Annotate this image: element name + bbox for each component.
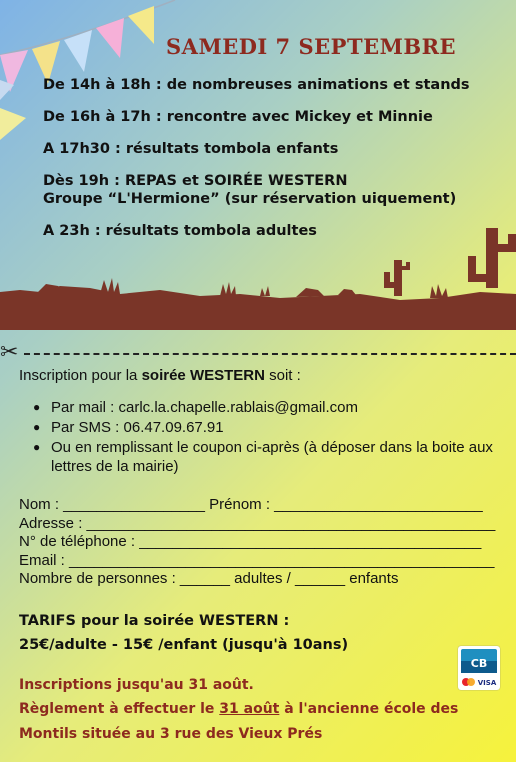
coupon-fields — [19, 496, 509, 589]
method-coupon: ● Ou en remplissant le coupon ci-après (à déposer dans la boite aux lettres de la mairie) — [37, 438, 509, 476]
deadline-line2: Règlement à effectuer le 31 août à l'ancienne école des — [19, 701, 459, 717]
deadline-line1: Inscriptions jusqu'au 31 août. — [19, 676, 254, 693]
inscription-intro: Inscription pour la soirée WESTERN soit : — [19, 367, 301, 384]
schedule-item: A 17h30 : résultats tombola enfants — [43, 141, 339, 157]
schedule-item: A 23h : résultats tombola adultes — [43, 223, 317, 239]
scissors-icon: ✂ — [0, 340, 19, 365]
cb-card-icon — [458, 646, 500, 690]
visa-logo-text: VISA — [477, 679, 497, 687]
people-count-field: Nombre de personnes : ______ adultes / ______ enfants — [19, 570, 399, 587]
desert-cactus-silhouette — [0, 226, 516, 336]
cb-logo-text: CB — [470, 657, 488, 670]
tarifs-prices: 25€/adulte - 15€ /enfant (jusqu'à 10ans) — [19, 636, 349, 653]
phone-field: N° de téléphone : _________________________________________ — [19, 533, 482, 550]
page-title: SAMEDI 7 SEPTEMBRE — [166, 34, 457, 59]
method-sms: ● Par SMS : 06.47.09.67.91 — [37, 418, 509, 437]
schedule-item: Dès 19h : REPAS et SOIRÉE WESTERN Groupe “L'Hermione” (sur réservation uiquement) — [43, 173, 457, 207]
name-field: Nom : _________________ Prénom : _________________________ — [19, 496, 483, 513]
deadline-section — [19, 673, 509, 747]
tarifs-title: TARIFS pour la soirée WESTERN : — [19, 612, 290, 629]
deadline-line3: Montils située au 3 rue des Vieux Prés — [19, 725, 323, 742]
registration-section — [19, 366, 509, 746]
inscription-methods — [19, 398, 509, 476]
schedule-item: De 16h à 17h : rencontre avec Mickey et Minnie — [43, 109, 433, 125]
schedule-item: De 14h à 18h : de nombreuses animations et stands — [43, 77, 470, 93]
email-field: Email : ___________________________________________________ — [19, 551, 495, 569]
tarifs-section — [19, 609, 509, 657]
method-email: ● Par mail : carlc.la.chapelle.rablais@gmail.com — [37, 398, 509, 417]
cut-line — [24, 353, 516, 355]
address-field: Adresse : _________________________________________________ — [19, 514, 496, 532]
